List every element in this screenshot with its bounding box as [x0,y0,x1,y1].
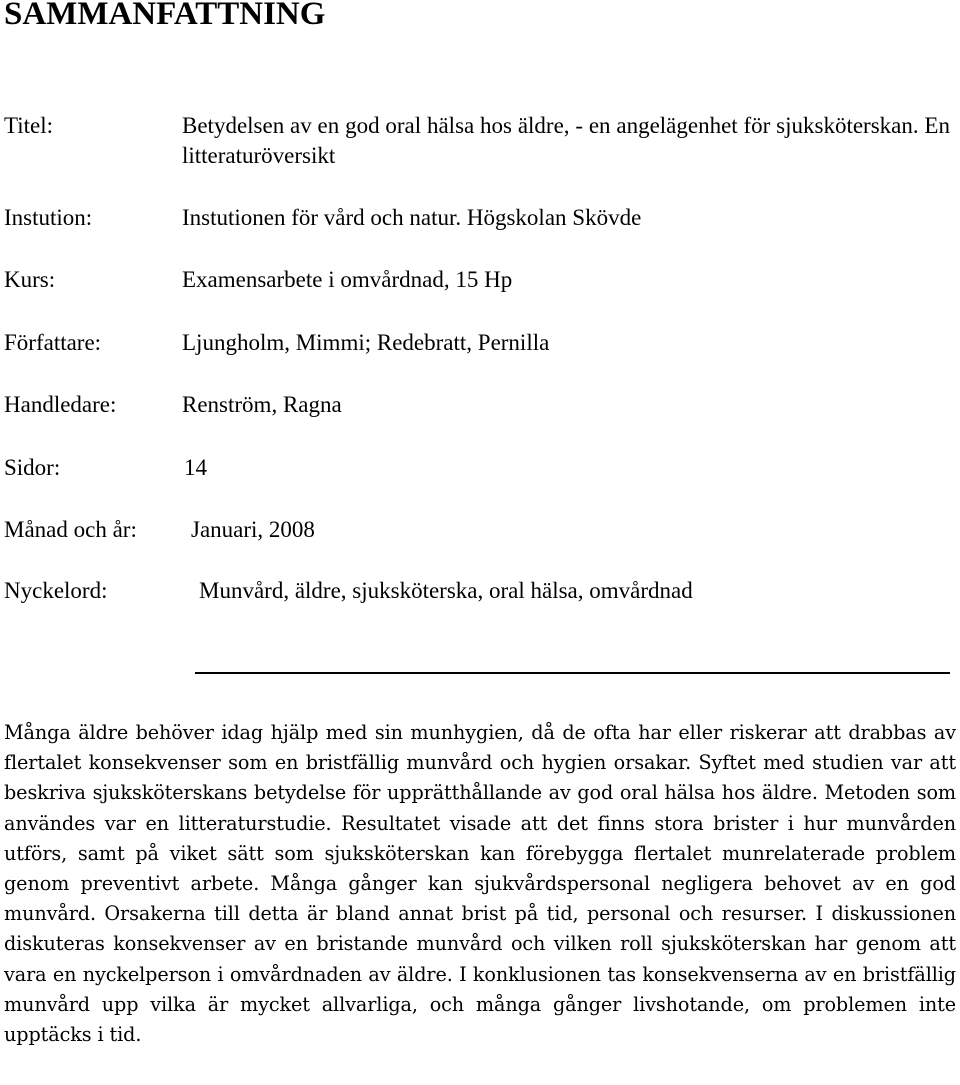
field-authors-label: Författare: [4,330,102,355]
field-institution-value: Instutionen för vård och natur. Högskolan Skövde [182,205,642,230]
field-pages-value: 14 [184,455,207,480]
field-title [4,111,950,171]
field-course-label: Kurs: [4,267,56,292]
field-authors-value: Ljungholm, Mimmi; Redebratt, Pernilla [182,330,550,355]
field-course-value: Examensarbete i omvårdnad, 15 Hp [182,267,513,292]
abstract-text: Många äldre behöver idag hjälp med sin munhygien, då de ofta har eller riskerar att drabbas av flertalet konsekvenser som en bristfällig munvård och hygien orsakar. Syftet med studien var att beskriva sjuksköterskans betydelse för upprätthållande av god oral hälsa hos äldre. Metoden som användes var en litteraturstudie. Resultatet visade att det finns stora brister i hur munvården utförs, samt på viket sätt som sjuksköterskan kan förebygga flertalet munrelaterade problem genom preventivt arbete. Många gånger kan sjukvårdspersonal negligera behovet av en god munvård. Orsakerna till detta är bland annat brist på tid, personal och resurser. I diskussionen diskuteras konsekvenser av en bristande munvård och vilken roll sjuksköterskan har genom att vara en nyckelperson i omvårdnaden av äldre. I konklusionen tas konsekvenserna av en bristfällig munvård upp vilka är mycket allvarliga, och många gånger livshotande, om problemen inte upptäcks i tid. [4,721,956,1047]
field-supervisor-value: Renström, Ragna [182,392,342,417]
field-keywords-label: Nyckelord: [4,578,108,603]
separator-line [195,672,950,674]
field-keywords-value: Munvård, äldre, sjuksköterska, oral hälsa, omvårdnad [199,578,693,603]
field-pages-label: Sidor: [4,455,61,480]
document-heading: SAMMANFATTNING [4,0,326,32]
field-title-value: Betydelsen av en god oral hälsa hos äldre, - en angelägenhet för sjuksköterskan. En litteraturöversikt [182,113,950,168]
field-date-value: Januari, 2008 [191,517,315,542]
field-institution-label: Instution: [4,205,93,230]
field-supervisor-label: Handledare: [4,392,117,417]
field-date-label: Månad och år: [4,517,137,542]
field-title-label: Titel: [4,113,54,138]
